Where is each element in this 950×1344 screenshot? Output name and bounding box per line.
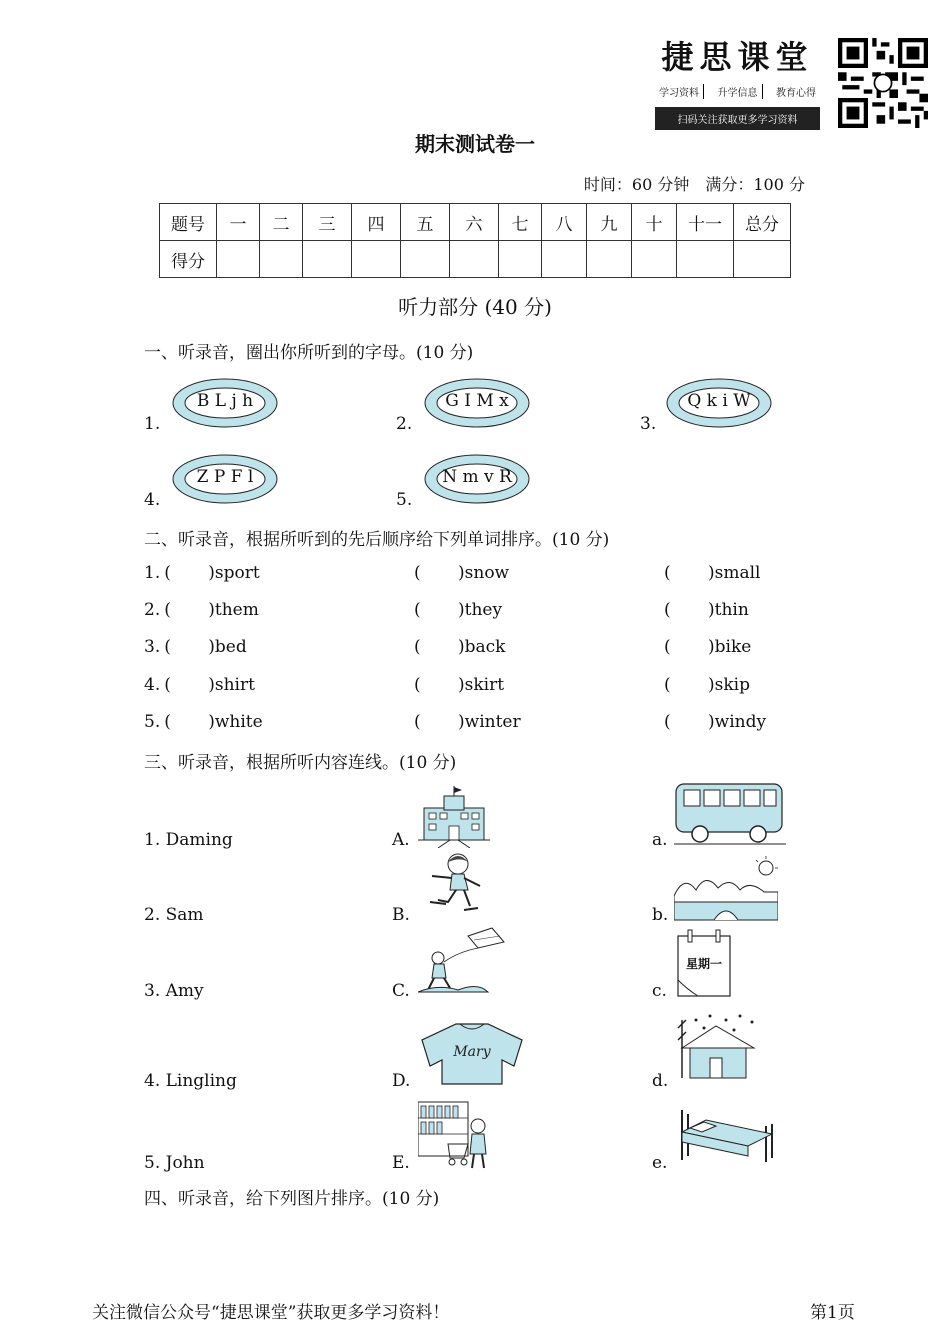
q3-lower-label: d. <box>652 1071 669 1091</box>
q3-name: 4. Lingling <box>144 1071 237 1091</box>
answer-blank[interactable]: ( <box>164 600 171 620</box>
section-title: 听力部分 (40 分) <box>398 295 552 319</box>
q2-word: back <box>464 637 506 657</box>
score-input-cell[interactable] <box>260 241 303 278</box>
q3-upper-label: D. <box>392 1071 411 1091</box>
q2-word: they <box>464 600 503 620</box>
table-cell: 题号 <box>160 204 217 241</box>
q2-row-number: 2. <box>144 600 161 620</box>
brand-slogan: 扫码关注获取更多学习资料 <box>655 107 820 130</box>
q2-word: shirt <box>214 675 255 695</box>
q2-word-item[interactable] <box>664 675 750 695</box>
table-cell: 总分 <box>734 204 791 241</box>
q3-name: 5. John <box>144 1153 205 1173</box>
table-cell: 二 <box>260 204 303 241</box>
answer-blank-close: ) <box>208 712 215 732</box>
q1-item-number: 1. <box>144 414 161 434</box>
score-input-cell[interactable] <box>632 241 677 278</box>
question-1-title: 一、听录音，圈出你所听到的字母。(10 分) <box>144 343 474 363</box>
q2-word: snow <box>464 563 510 583</box>
score-table-score-row <box>160 241 791 278</box>
q2-word-item[interactable] <box>664 637 751 657</box>
q2-word: them <box>214 600 259 620</box>
calendar-icon[interactable] <box>676 928 732 998</box>
table-cell: 得分 <box>160 241 217 278</box>
q3-lower-label: b. <box>652 905 669 925</box>
bed-icon[interactable] <box>676 1106 776 1164</box>
q2-word: skip <box>714 675 750 695</box>
answer-blank-close: ) <box>708 563 715 583</box>
q2-word-item[interactable] <box>414 712 521 732</box>
answer-blank[interactable]: ( <box>414 712 421 732</box>
footer-note: 关注微信公众号“捷思课堂”获取更多学习资料！ <box>92 1303 450 1323</box>
letter-flower[interactable] <box>170 376 280 430</box>
boy-flying-kite-icon[interactable] <box>418 926 508 996</box>
table-cell: 九 <box>587 204 632 241</box>
q3-name: 3. Amy <box>144 981 204 1001</box>
q3-upper-label: C. <box>392 981 410 1001</box>
girl-skating-icon[interactable] <box>418 852 486 914</box>
answer-blank[interactable]: ( <box>664 712 671 732</box>
q2-word-item[interactable] <box>414 637 505 657</box>
answer-blank[interactable]: ( <box>414 675 421 695</box>
q3-lower-label: c. <box>652 981 667 1001</box>
brand-logo <box>655 32 820 130</box>
answer-blank[interactable]: ( <box>414 563 421 583</box>
answer-blank[interactable]: ( <box>164 675 171 695</box>
table-cell: 十 <box>632 204 677 241</box>
q3-lower-label: e. <box>652 1153 668 1173</box>
score-input-cell[interactable] <box>587 241 632 278</box>
q2-word-item[interactable] <box>664 712 766 732</box>
score-input-cell[interactable] <box>217 241 260 278</box>
score-input-cell[interactable] <box>401 241 450 278</box>
score-input-cell[interactable] <box>734 241 791 278</box>
q2-word-item[interactable] <box>144 563 260 583</box>
answer-blank-close: ) <box>458 600 465 620</box>
answer-blank[interactable]: ( <box>164 563 171 583</box>
table-cell: 十一 <box>677 204 734 241</box>
score-table <box>159 203 791 278</box>
snowy-house-icon[interactable] <box>676 1012 760 1082</box>
score-input-cell[interactable] <box>499 241 542 278</box>
table-cell: 四 <box>352 204 401 241</box>
flower-letters: N m v R <box>442 467 512 487</box>
answer-blank-close: ) <box>208 675 215 695</box>
exam-meta: 时间：60 分钟 满分：100 分 <box>583 175 805 194</box>
letter-flower[interactable] <box>422 376 532 430</box>
q2-word-item[interactable] <box>144 600 259 620</box>
score-table-header-row <box>160 204 791 241</box>
q2-word: sport <box>214 563 260 583</box>
table-cell: 七 <box>499 204 542 241</box>
page-title: 期末测试卷一 <box>415 132 535 156</box>
q3-name: 2. Sam <box>144 905 204 925</box>
score-input-cell[interactable] <box>352 241 401 278</box>
q1-item-number: 4. <box>144 490 161 510</box>
q3-upper-label: E. <box>392 1153 410 1173</box>
answer-blank[interactable]: ( <box>414 637 421 657</box>
q2-row-number: 3. <box>144 637 161 657</box>
answer-blank-close: ) <box>708 637 715 657</box>
q2-word-item[interactable] <box>664 563 761 583</box>
question-4-title: 四、听录音，给下列图片排序。(10 分) <box>144 1189 440 1209</box>
letter-flower[interactable] <box>422 452 532 506</box>
answer-blank-close: ) <box>458 637 465 657</box>
q2-word: white <box>214 712 263 732</box>
q2-row-number: 1. <box>144 563 161 583</box>
q2-word-item[interactable] <box>414 600 502 620</box>
flower-letters: Z P F l <box>196 467 254 487</box>
q3-upper-label: B. <box>392 905 410 925</box>
q2-word: small <box>714 563 761 583</box>
question-2-title: 二、听录音，根据所听到的先后顺序给下列单词排序。(10 分) <box>144 530 610 550</box>
answer-blank[interactable]: ( <box>414 600 421 620</box>
table-cell: 五 <box>401 204 450 241</box>
school-building-icon[interactable] <box>418 786 490 848</box>
q2-row-number: 5. <box>144 712 161 732</box>
bus-icon[interactable] <box>674 778 786 846</box>
flower-letters: G I M x <box>445 391 509 411</box>
answer-blank-close: ) <box>208 600 215 620</box>
letter-flower[interactable] <box>170 452 280 506</box>
q2-word-item[interactable] <box>144 637 247 657</box>
answer-blank[interactable]: ( <box>664 637 671 657</box>
q2-word: winter <box>464 712 521 732</box>
answer-blank[interactable]: ( <box>164 637 171 657</box>
answer-blank-close: ) <box>708 712 715 732</box>
answer-blank-close: ) <box>458 563 465 583</box>
answer-blank-close: ) <box>458 712 465 732</box>
q2-word-item[interactable] <box>144 712 263 732</box>
q2-word-item[interactable] <box>144 675 255 695</box>
score-input-cell[interactable] <box>542 241 587 278</box>
question-3-title: 三、听录音，根据所听内容连线。(10 分) <box>144 753 457 773</box>
q2-word-item[interactable] <box>664 600 749 620</box>
q2-word: bike <box>714 637 752 657</box>
q2-word-item[interactable] <box>414 563 509 583</box>
brand-name: 捷思课堂 <box>661 38 814 76</box>
q1-item-number: 3. <box>640 414 657 434</box>
park-landscape-icon[interactable] <box>674 856 778 922</box>
q2-word-item[interactable] <box>414 675 504 695</box>
q3-name: 1. Daming <box>144 830 233 850</box>
q3-lower-label: a. <box>652 830 668 850</box>
page-number: 第1页 <box>810 1303 855 1323</box>
flower-letters: B L j h <box>196 391 254 411</box>
letter-flower[interactable] <box>664 376 774 430</box>
score-input-cell[interactable] <box>303 241 352 278</box>
score-input-cell[interactable] <box>677 241 734 278</box>
answer-blank-close: ) <box>708 675 715 695</box>
answer-blank-close: ) <box>208 563 215 583</box>
q3-upper-label: A. <box>392 830 410 850</box>
calendar-day-text: 星期一 <box>685 957 723 971</box>
sweater-name: Mary <box>453 1044 491 1060</box>
q1-item-number: 2. <box>396 414 413 434</box>
supermarket-shopping-icon[interactable] <box>418 1100 492 1170</box>
table-cell: 三 <box>303 204 352 241</box>
score-input-cell[interactable] <box>450 241 499 278</box>
answer-blank[interactable]: ( <box>664 675 671 695</box>
brand-tags <box>655 84 820 99</box>
answer-blank[interactable]: ( <box>164 712 171 732</box>
sweater-icon[interactable] <box>418 1020 526 1086</box>
table-cell: 一 <box>217 204 260 241</box>
answer-blank-close: ) <box>208 637 215 657</box>
q2-word: skirt <box>464 675 505 695</box>
table-cell: 六 <box>450 204 499 241</box>
answer-blank-close: ) <box>708 600 715 620</box>
q2-word: bed <box>214 637 247 657</box>
brand-tag: 教育心得 <box>776 88 816 99</box>
answer-blank-close: ) <box>458 675 465 695</box>
table-cell: 八 <box>542 204 587 241</box>
q2-word: thin <box>714 600 749 620</box>
brand-tag: 学习资料 <box>655 84 704 99</box>
q2-row-number: 4. <box>144 675 161 695</box>
q2-word: windy <box>714 712 767 732</box>
answer-blank[interactable]: ( <box>664 600 671 620</box>
q1-item-number: 5. <box>396 490 413 510</box>
flower-letters: Q k i W <box>687 391 751 411</box>
brand-tag: 升学信息 <box>714 84 763 99</box>
answer-blank[interactable]: ( <box>664 563 671 583</box>
qr-code-icon[interactable] <box>838 38 928 128</box>
